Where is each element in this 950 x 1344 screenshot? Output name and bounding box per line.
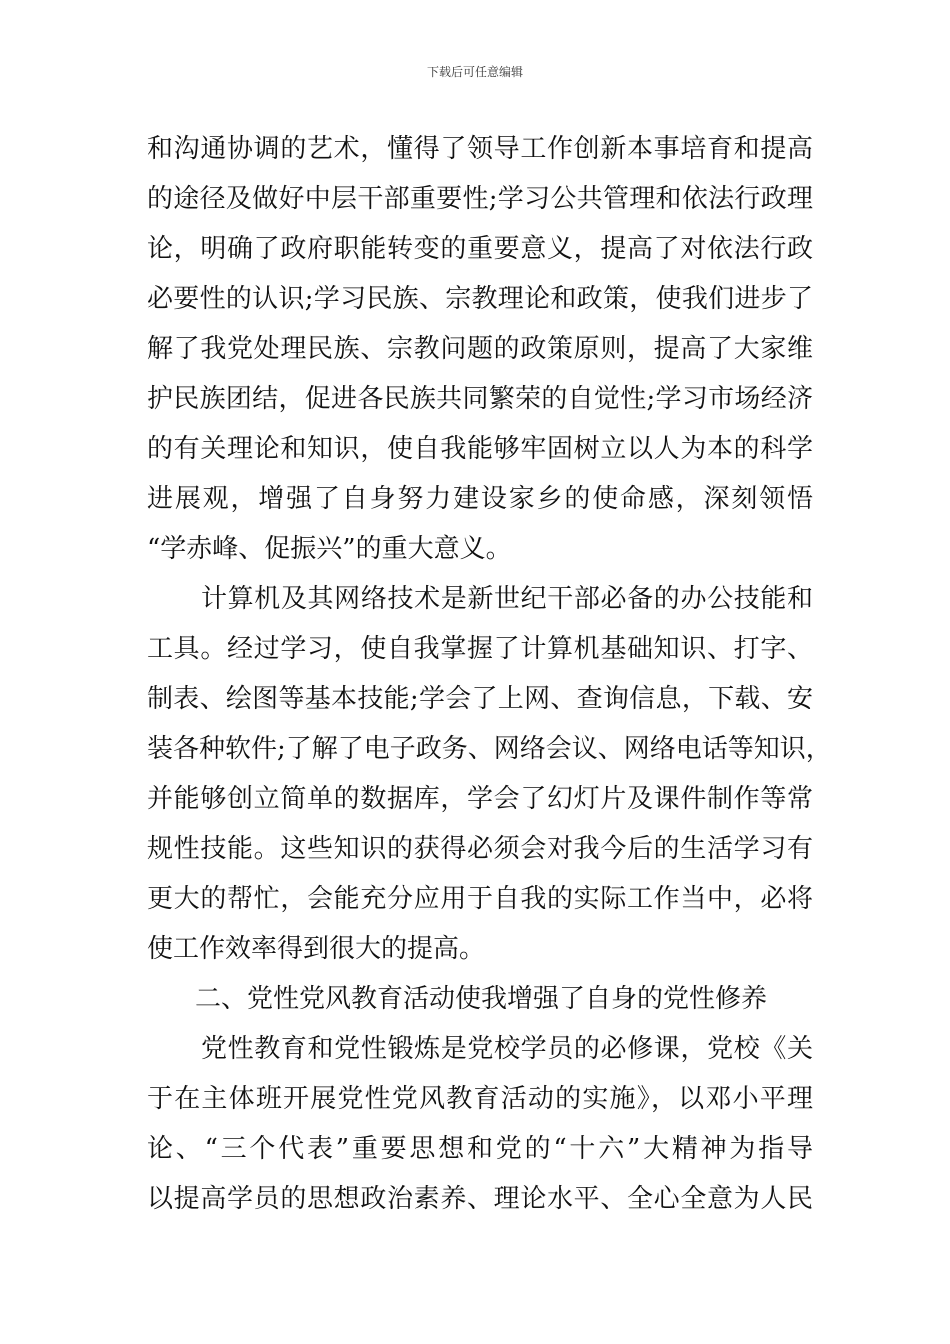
text-line: 使工作效率得到很大的提高。 bbox=[147, 934, 486, 964]
page-header: 下载后可任意编辑 bbox=[426, 65, 523, 79]
text-line: 制表、绘图等基本技能;学会了上网、查询信息，下载、安 bbox=[147, 684, 813, 714]
text-line: 于在主体班开展党性党风教育活动的实施》，以邓小平理 bbox=[147, 1084, 813, 1114]
text-line: 装各种软件;了解了电子政务、网络会议、网络电话等知识， bbox=[147, 734, 832, 764]
text-line: 进展观，增强了自身努力建设家乡的使命感，深刻领悟 bbox=[147, 484, 813, 514]
text-line: 计算机及其网络技术是新世纪干部必备的办公技能和 bbox=[201, 584, 813, 614]
text-line: 论，明确了政府职能转变的重要意义，提高了对依法行政 bbox=[147, 234, 813, 264]
text-line: 党性教育和党性锻炼是党校学员的必修课，党校《关 bbox=[201, 1034, 813, 1064]
text-line: “学赤峰、促振兴”的重大意义。 bbox=[147, 534, 512, 564]
text-line: 更大的帮忙，会能充分应用于自我的实际工作当中，必将 bbox=[147, 884, 813, 914]
text-line: 的途径及做好中层干部重要性;学习公共管理和依法行政理 bbox=[147, 184, 813, 214]
paragraph-2 bbox=[147, 574, 832, 974]
text-line: 工具。经过学习，使自我掌握了计算机基础知识、打字、 bbox=[147, 634, 813, 664]
text-line: 规性技能。这些知识的获得必须会对我今后的生活学习有 bbox=[147, 834, 813, 864]
paragraph-3 bbox=[147, 1024, 813, 1224]
text-line: 论、“三个代表”重要思想和党的“十六”大精神为指导 bbox=[147, 1134, 813, 1164]
text-line: 并能够创立简单的数据库，学会了幻灯片及课件制作等常 bbox=[147, 784, 813, 814]
section-heading: 二、党性党风教育活动使我增强了自身的党性修养 bbox=[195, 984, 768, 1014]
text-line: 护民族团结，促进各民族共同繁荣的自觉性;学习市场经济 bbox=[147, 384, 813, 414]
text-line: 的有关理论和知识，使自我能够牢固树立以人为本的科学 bbox=[147, 434, 813, 464]
text-line: 必要性的认识;学习民族、宗教理论和政策，使我们进步了 bbox=[147, 284, 813, 314]
text-line: 解了我党处理民族、宗教问题的政策原则，提高了大家维 bbox=[147, 334, 813, 364]
text-line: 以提高学员的思想政治素养、理论水平、全心全意为人民 bbox=[147, 1184, 813, 1214]
text-line: 和沟通协调的艺术，懂得了领导工作创新本事培育和提高 bbox=[147, 134, 813, 164]
document-body bbox=[147, 124, 832, 1224]
paragraph-1 bbox=[147, 124, 813, 574]
